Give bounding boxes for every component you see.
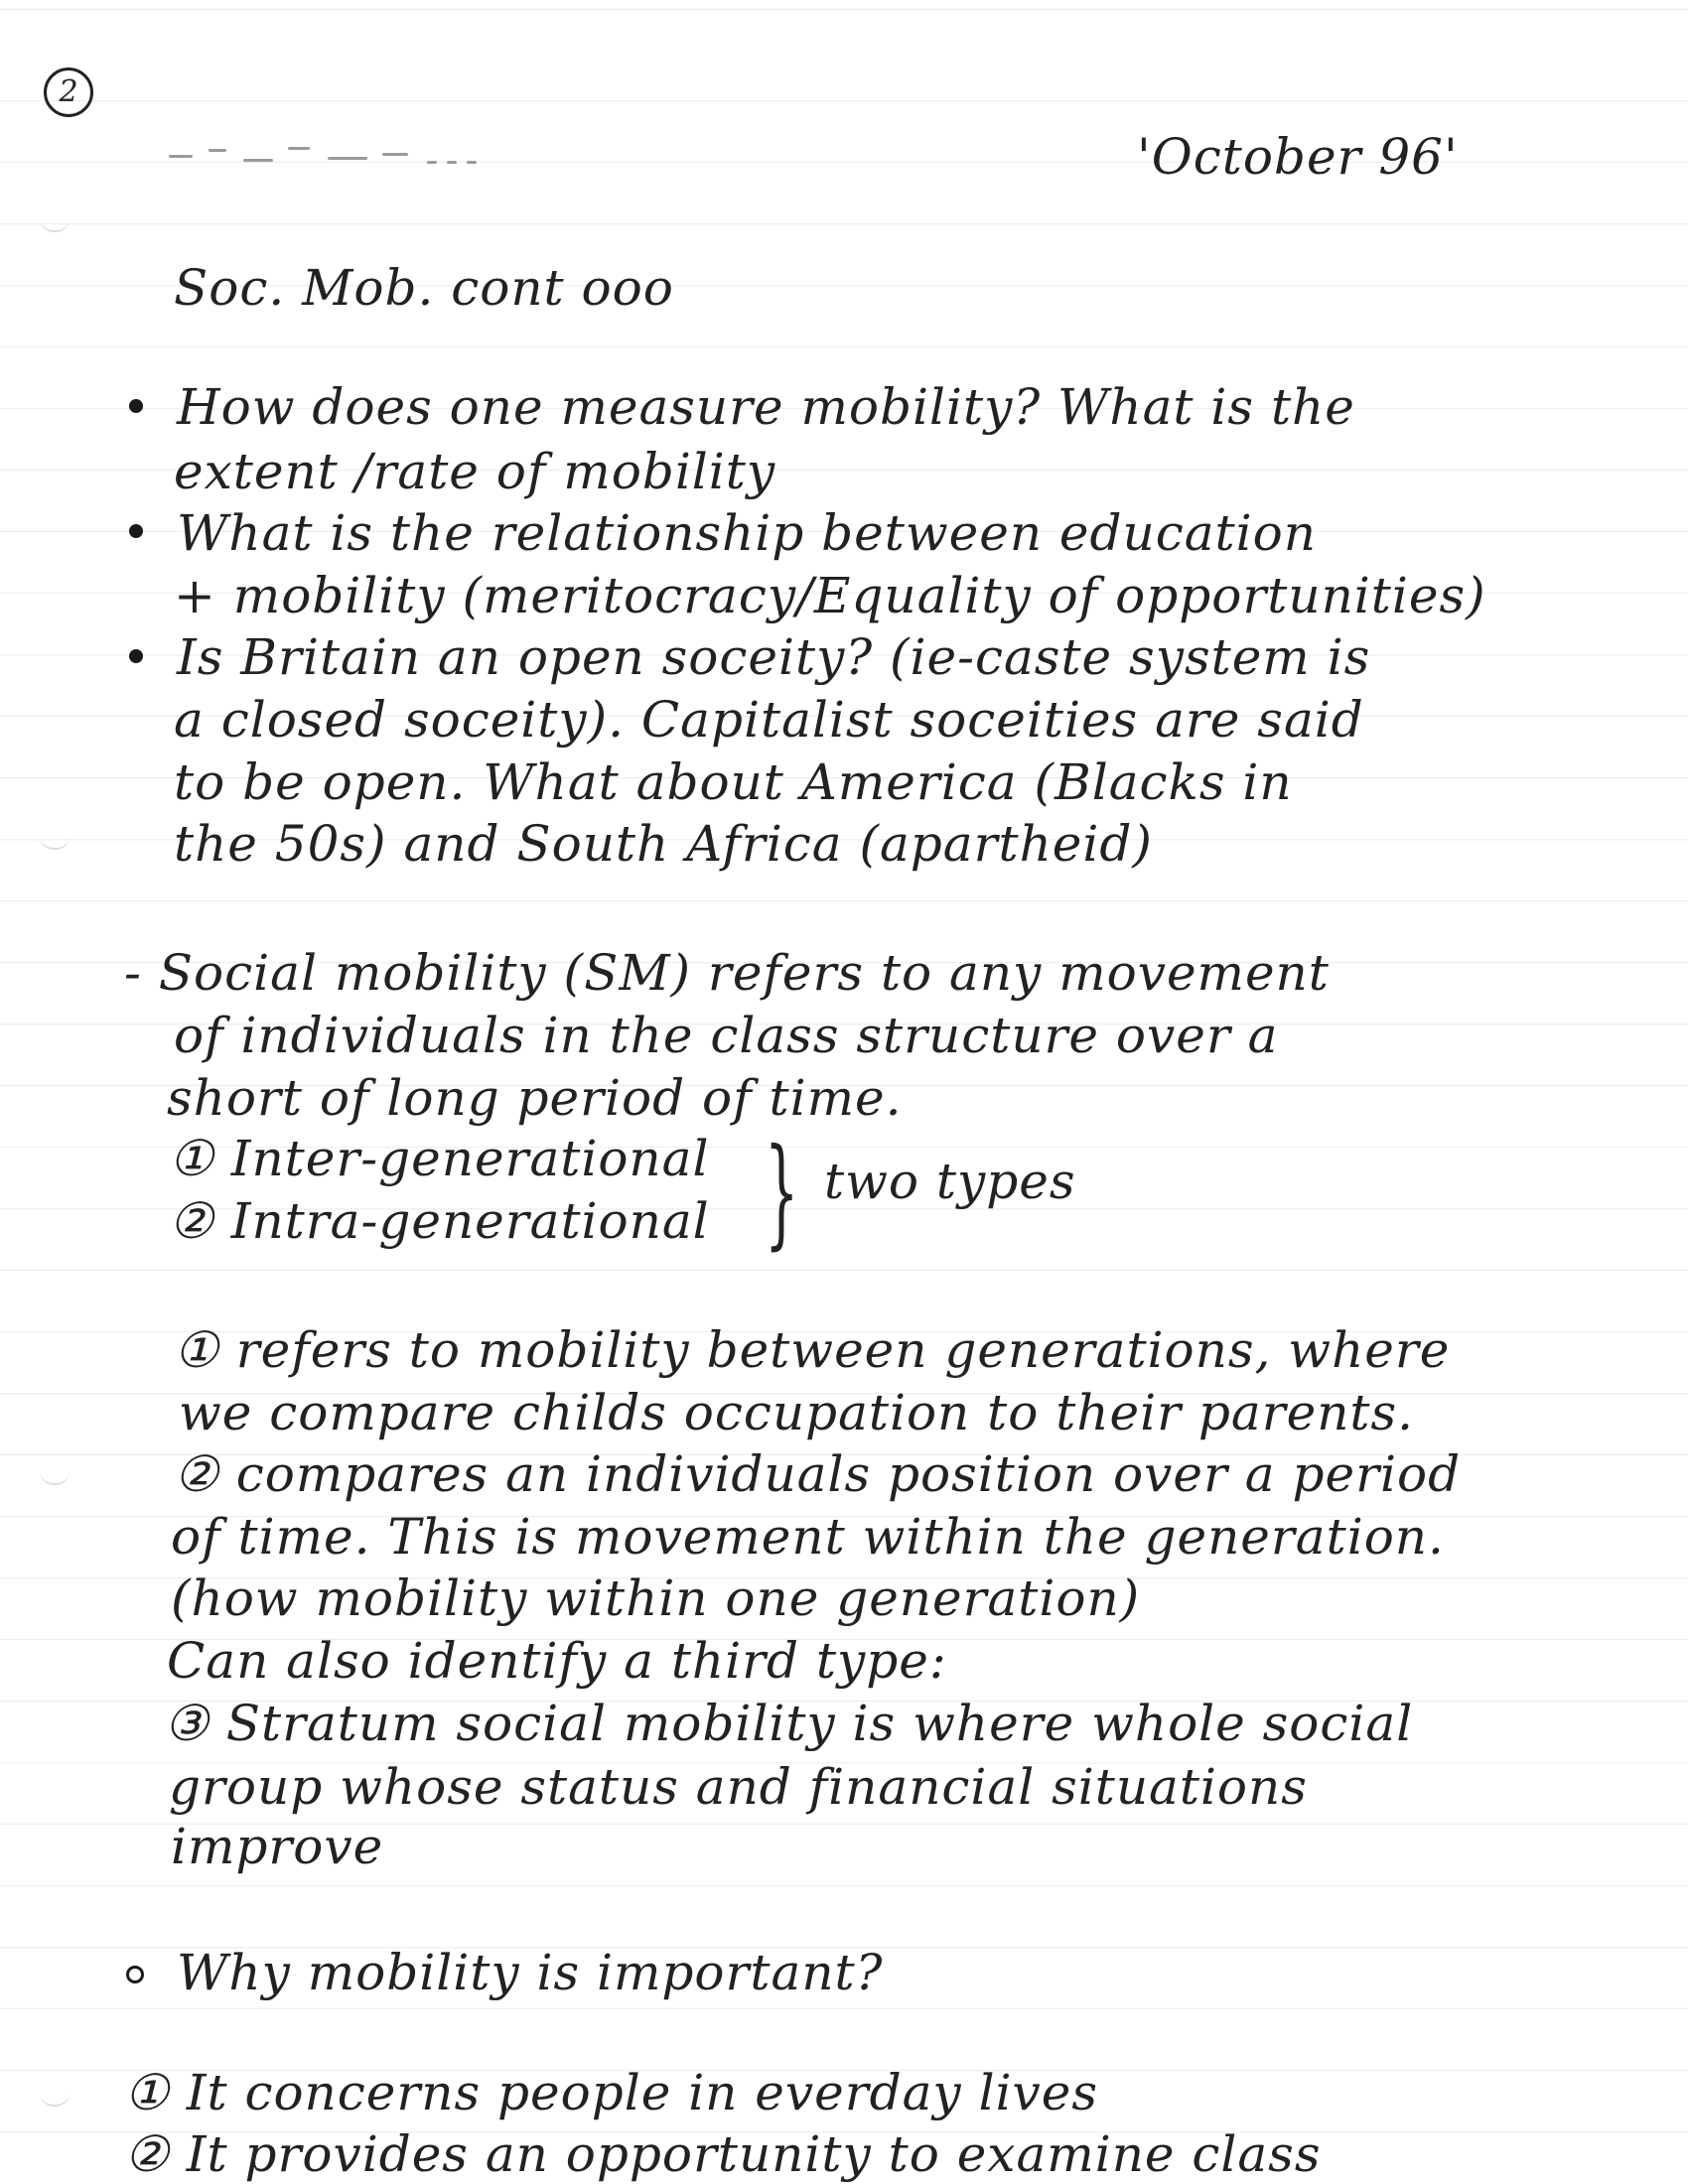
definition-line: - Social mobility (SM) refers to any movement: [124, 944, 1330, 1002]
definition-line: short of long period of time.: [167, 1069, 903, 1127]
types-label: two types: [824, 1153, 1076, 1210]
explanation-line: ① refers to mobility between generations, where: [174, 1321, 1451, 1379]
explanation-line: ③ Stratum social mobility is where whole social: [164, 1695, 1414, 1752]
explanation-line: improve: [171, 1818, 384, 1875]
explanation-line: Can also identify a third type:: [167, 1632, 947, 1690]
bullet-line: What is the relationship between education: [177, 504, 1317, 562]
page-number: 2: [44, 68, 93, 117]
explanation-line: (how mobility within one generation): [171, 1570, 1141, 1627]
redacted-name: [169, 141, 496, 171]
reason-line: ② It provides an opportunity to examine class: [124, 2125, 1322, 2183]
bullet-line: How does one measure mobility? What is the: [177, 378, 1355, 436]
explanation-line: of time. This is movement within the generation.: [171, 1508, 1445, 1566]
date: 'October 96': [1137, 128, 1459, 186]
brace-symbol: }: [765, 1124, 799, 1262]
explanation-line: we compare childs occupation to their parents.: [179, 1384, 1415, 1441]
binder-hole-mark: [40, 2093, 70, 2107]
binder-hole-mark: [40, 218, 70, 232]
type-item: ① Inter-generational: [169, 1130, 710, 1187]
bullet-dot: [129, 399, 143, 413]
definition-line: of individuals in the class structure over a: [174, 1007, 1279, 1064]
binder-hole-mark: [40, 836, 70, 850]
question: Why mobility is important?: [177, 1944, 884, 2001]
bullet-line: + mobility (meritocracy/Equality of opportunities): [174, 567, 1486, 624]
explanation-line: group whose status and financial situations: [169, 1758, 1308, 1816]
heading: Soc. Mob. cont ooo: [174, 259, 674, 317]
bullet-dot: [129, 524, 143, 538]
explanation-line: ② compares an individuals position over a period: [174, 1445, 1462, 1503]
binder-hole-mark: [40, 1471, 70, 1485]
bullet-line: a closed soceity). Capitalist soceities are said: [174, 691, 1364, 749]
bullet-line: Is Britain an open soceity? (ie-caste system is: [177, 628, 1371, 686]
bullet-line: extent /rate of mobility: [174, 443, 776, 500]
reason-line: ① It concerns people in everday lives: [124, 2064, 1099, 2121]
bullet-dot: [129, 649, 143, 663]
type-item: ② Intra-generational: [169, 1192, 710, 1250]
bullet-line: the 50s) and South Africa (apartheid): [174, 815, 1153, 873]
hollow-bullet: [126, 1966, 144, 1983]
bullet-line: to be open. What about America (Blacks in: [174, 753, 1293, 811]
